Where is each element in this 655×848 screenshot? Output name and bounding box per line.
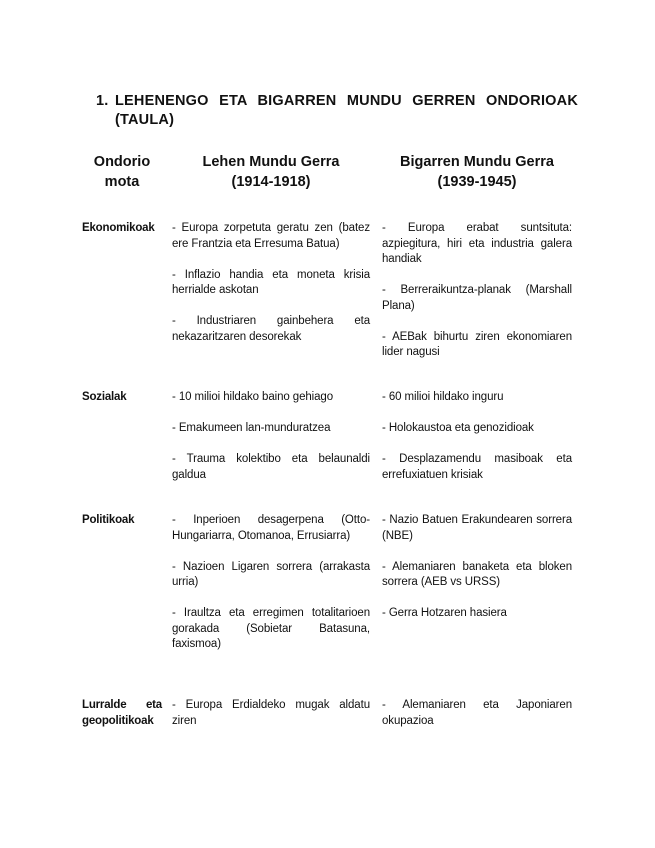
list-item: - Alemaniaren eta Japoniaren okupazioa <box>382 699 572 727</box>
list-item: - AEBak bihurtu ziren ekonomiaren lider nagusi <box>382 330 572 358</box>
list-item: - Holokaustoa eta genozidioak <box>382 422 534 434</box>
cell-economic-war1 <box>172 221 370 345</box>
row-label-territorial: Lurralde eta geopolitikoak <box>82 699 162 727</box>
row-label-social: Sozialak <box>82 391 127 403</box>
list-item: - Emakumeen lan-munduratzea <box>172 422 331 434</box>
list-item: - Gerra Hotzaren hasiera <box>382 607 507 619</box>
list-item: - Europa Erdialdeko mugak aldatu ziren <box>172 699 370 727</box>
list-item: - Industriaren gainbehera eta nekazaritzaren desorekak <box>172 315 370 343</box>
cell-territorial-war1 <box>172 698 370 729</box>
column-header-war1: Lehen Mundu Gerra (1914-1918) <box>202 154 340 190</box>
cell-political-war1 <box>172 513 370 653</box>
column-header-war2: Bigarren Mundu Gerra (1939-1945) <box>400 154 554 190</box>
list-item: - Desplazamendu masiboak eta errefuxiatuen krisiak <box>382 453 572 481</box>
cell-social-war1 <box>172 390 370 483</box>
list-item: - 10 milioi hildako baino gehiago <box>172 391 334 403</box>
section-heading <box>96 92 578 130</box>
list-item: - Alemaniaren banaketa eta bloken sorrera (AEB vs URSS) <box>382 560 572 588</box>
list-item: - Trauma kolektibo eta belaunaldi galdua <box>172 453 370 481</box>
list-item: - Berreraikuntza-planak (Marshall Plana) <box>382 284 572 312</box>
row-label-political: Politikoak <box>82 514 135 526</box>
list-item: - Europa zorpetuta geratu zen (batez ere Frantzia eta Erresuma Batua) <box>172 222 370 250</box>
cell-economic-war2 <box>382 221 572 361</box>
cell-territorial-war2 <box>382 698 572 729</box>
row-label-economic: Ekonomikoak <box>82 222 155 234</box>
list-item: - Iraultza eta erregimen totalitarioen gorakada (Sobietar Batasuna, faxismoa) <box>172 607 370 650</box>
heading-line-2: (TAULA) <box>115 112 175 128</box>
cell-social-war2 <box>382 390 572 483</box>
heading-line-1: LEHENENGO ETA BIGARREN MUNDU GERREN ONDORIOAK <box>115 93 578 109</box>
list-item: - 60 milioi hildako inguru <box>382 391 504 403</box>
list-item: - Nazio Batuen Erakundearen sorrera (NBE) <box>382 514 572 542</box>
list-item: - Nazioen Ligaren sorrera (arrakasta urria) <box>172 560 370 588</box>
list-item: - Inflazio handia eta moneta krisia herrialde askotan <box>172 268 370 296</box>
column-header-type: Ondorio mota <box>93 154 151 190</box>
heading-number: 1. <box>96 93 109 109</box>
list-item: - Inperioen desagerpena (Otto-Hungariarra, Otomanoa, Errusiarra) <box>172 514 370 542</box>
cell-political-war2 <box>382 513 572 622</box>
list-item: - Europa erabat suntsituta: azpiegitura, hiri eta industria galera handiak <box>382 222 572 265</box>
